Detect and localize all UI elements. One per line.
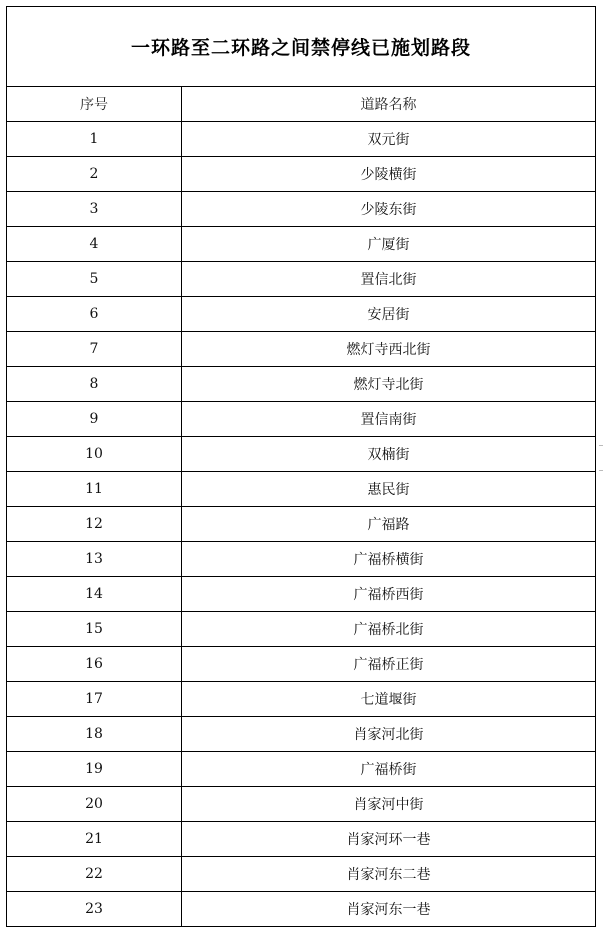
table-row [7,892,596,927]
row-index: 7 [7,332,182,367]
row-road-name: 肖家河东一巷 [182,892,596,927]
row-road-name: 广福桥街 [182,752,596,787]
row-index: 21 [7,822,182,857]
road-table [6,6,596,927]
table-row [7,402,596,437]
row-road-name: 七道堰街 [182,682,596,717]
row-road-name: 双元街 [182,122,596,157]
table-title: 一环路至二环路之间禁停线已施划路段 [7,7,596,87]
table-body [7,7,596,927]
row-index: 13 [7,542,182,577]
table-row [7,752,596,787]
row-road-name: 少陵横街 [182,157,596,192]
row-index: 12 [7,507,182,542]
row-index: 9 [7,402,182,437]
title-row [7,7,596,87]
table-row [7,472,596,507]
table-row [7,857,596,892]
row-road-name: 肖家河中街 [182,787,596,822]
row-index: 6 [7,297,182,332]
table-row [7,157,596,192]
row-index: 15 [7,612,182,647]
row-road-name: 广福路 [182,507,596,542]
row-road-name: 广福桥北街 [182,612,596,647]
row-road-name: 置信北街 [182,262,596,297]
row-index: 17 [7,682,182,717]
table-row [7,227,596,262]
header-row [7,87,596,122]
row-index: 20 [7,787,182,822]
row-road-name: 安居街 [182,297,596,332]
row-index: 18 [7,717,182,752]
row-road-name: 广福桥正街 [182,647,596,682]
row-road-name: 广福桥横街 [182,542,596,577]
row-index: 1 [7,122,182,157]
table-row [7,332,596,367]
row-road-name: 燃灯寺北街 [182,367,596,402]
table-row [7,612,596,647]
table-row [7,297,596,332]
row-road-name: 燃灯寺西北街 [182,332,596,367]
table-row [7,122,596,157]
table-row [7,542,596,577]
row-index: 23 [7,892,182,927]
row-road-name: 惠民街 [182,472,596,507]
row-road-name: 少陵东街 [182,192,596,227]
table-row [7,367,596,402]
row-index: 4 [7,227,182,262]
row-road-name: 广福桥西街 [182,577,596,612]
row-index: 16 [7,647,182,682]
table-row [7,717,596,752]
row-index: 10 [7,437,182,472]
table-row [7,262,596,297]
table-row [7,577,596,612]
row-road-name: 肖家河环一巷 [182,822,596,857]
row-road-name: 置信南街 [182,402,596,437]
row-road-name: 双楠街 [182,437,596,472]
row-index: 8 [7,367,182,402]
row-index: 3 [7,192,182,227]
edge-tick [599,470,603,471]
row-index: 14 [7,577,182,612]
row-road-name: 肖家河东二巷 [182,857,596,892]
table-row [7,822,596,857]
table-row [7,192,596,227]
row-index: 5 [7,262,182,297]
row-index: 22 [7,857,182,892]
header-road-name: 道路名称 [182,87,596,122]
header-index: 序号 [7,87,182,122]
table-row [7,682,596,717]
row-road-name: 肖家河北街 [182,717,596,752]
row-index: 11 [7,472,182,507]
edge-tick [599,445,603,446]
row-index: 19 [7,752,182,787]
table-row [7,507,596,542]
table-row [7,787,596,822]
row-index: 2 [7,157,182,192]
table-row [7,647,596,682]
table-row [7,437,596,472]
row-road-name: 广厦街 [182,227,596,262]
